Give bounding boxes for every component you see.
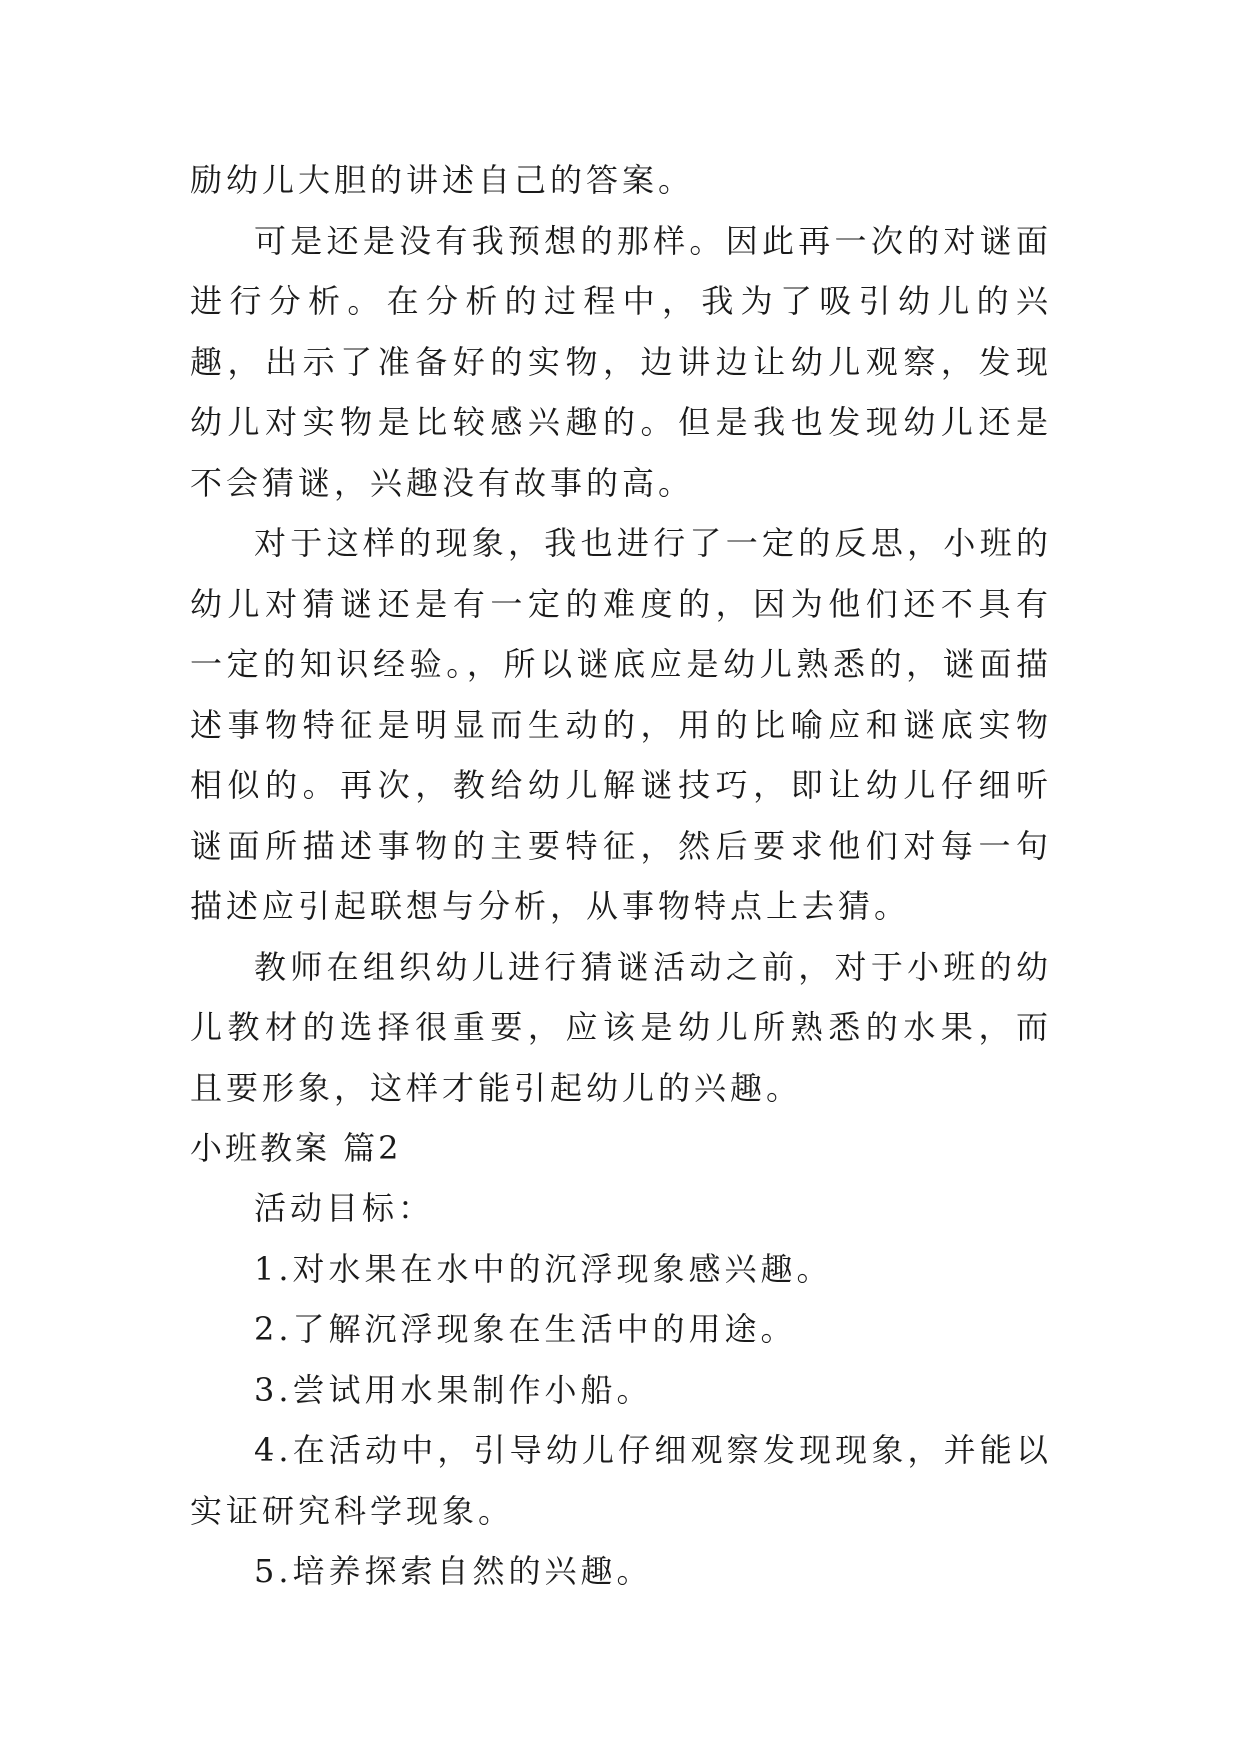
section-heading: 小班教案 篇2	[190, 1129, 402, 1167]
paragraph-teacher-note: 教师在组织幼儿进行猜谜活动之前，对于小班的幼儿教材的选择很重要，应该是幼儿所熟悉的水果，而且要形象，这样才能引起幼儿的兴趣。	[190, 947, 1052, 1107]
goal-item-5: 5.培养探索自然的兴趣。	[254, 1552, 653, 1590]
paragraph-continuation: 励幼儿大胆的讲述自己的答案。	[190, 161, 695, 199]
goal-item-4: 4.在活动中，引导幼儿仔细观察发现现象，并能以实证研究科学现象。	[190, 1431, 1052, 1530]
goal-item-1: 1.对水果在水中的沉浮现象感兴趣。	[254, 1249, 833, 1288]
activity-goals-label: 活动目标：	[254, 1189, 435, 1227]
goal-item-3: 3.尝试用水果制作小船。	[254, 1370, 653, 1409]
paragraph-analysis: 可是还是没有我预想的那样。因此再一次的对谜面进行分析。在分析的过程中，我为了吸引幼儿的兴趣，出示了准备好的实物，边讲边让幼儿观察，发现幼儿对实物是比较感兴趣的。但是我也发现幼儿还是不会猜谜，兴趣没有故事的高。	[190, 221, 1052, 502]
document-page	[190, 150, 1052, 1602]
paragraph-reflection: 对于这样的现象，我也进行了一定的反思，小班的幼儿对猜谜还是有一定的难度的，因为他们还不具有一定的知识经验。，所以谜底应是幼儿熟悉的，谜面描述事物特征是明显而生动的，用的比喻应和谜底实物相似的。再次，教给幼儿解谜技巧，即让幼儿仔细听谜面所描述事物的主要特征，然后要求他们对每一句描述应引起联想与分析，从事物特点上去猜。	[190, 524, 1052, 925]
goal-item-2: 2.了解沉浮现象在生活中的用途。	[254, 1310, 797, 1348]
